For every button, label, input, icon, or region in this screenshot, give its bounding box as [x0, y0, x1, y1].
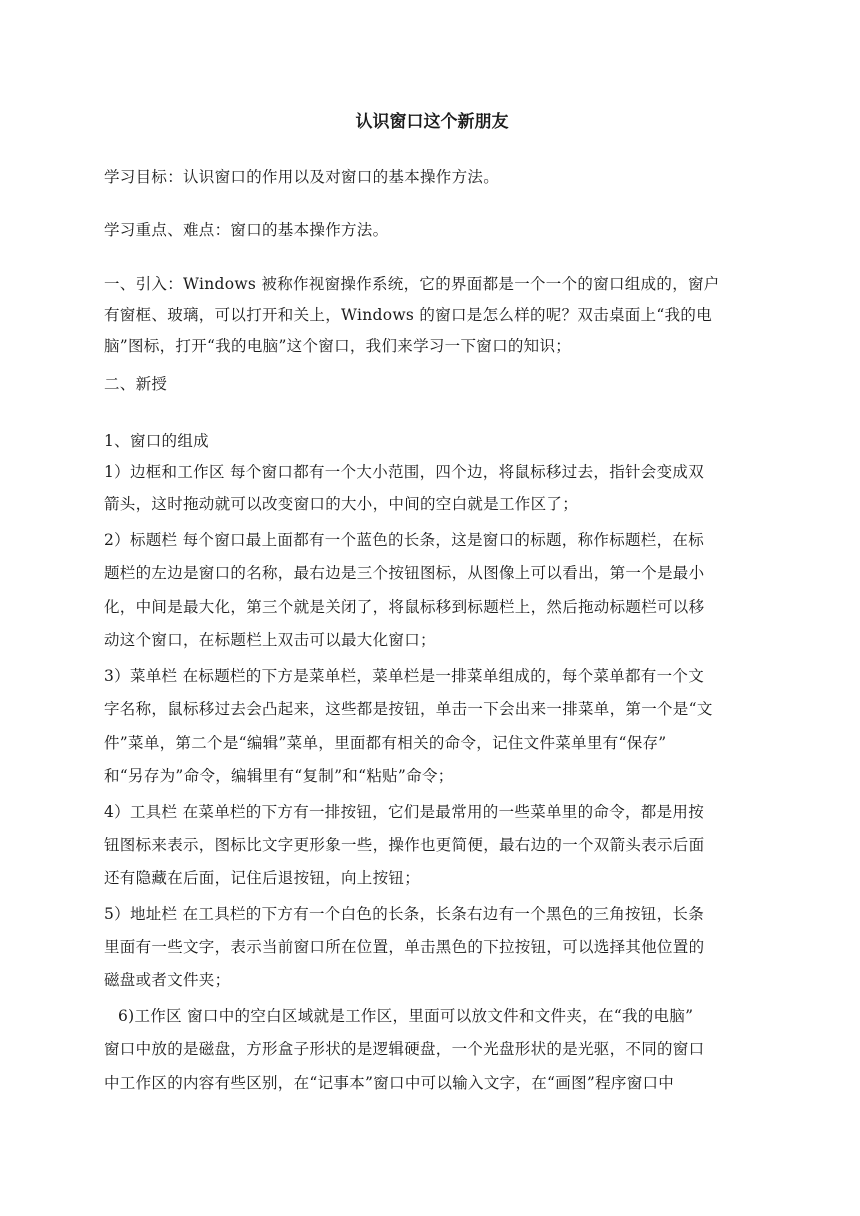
item5-line-3: 磁盘或者文件夹； [104, 971, 231, 989]
item6-line-3: 中工作区的内容有些区别，在“记事本”窗口中可以输入文字，在“画图”程序窗口中 [104, 1074, 675, 1092]
item4-line-3: 还有隐藏在后面，记住后退按钮，向上按钮； [104, 869, 421, 887]
item6-line-1: 6)工作区 窗口中的空白区域就是工作区，里面可以放文件和文件夹，在“我的电脑” [118, 1007, 694, 1025]
intro-line-1: 一、引入：Windows 被称作视窗操作系统，它的界面都是一个一个的窗口组成的，窗户 [104, 275, 720, 293]
item2-line-2: 题栏的左边是窗口的名称，最右边是三个按钮图标，从图像上可以看出，第一个是最小 [104, 564, 705, 582]
document-title: 认识窗口这个新朋友 [355, 112, 509, 132]
item2-line-3: 化，中间是最大化，第三个就是关闭了，将鼠标移到标题栏上，然后拖动标题栏可以移 [104, 598, 705, 616]
item1-line-1: 1）边框和工作区 每个窗口都有一个大小范围，四个边，将鼠标移过去，指针会变成双 [104, 463, 704, 481]
item5-line-2: 里面有一些文字，表示当前窗口所在位置，单击黑色的下拉按钮，可以选择其他位置的 [104, 938, 705, 956]
learning-goal: 学习目标：认识窗口的作用以及对窗口的基本操作方法。 [104, 168, 500, 186]
intro-line-3: 脑”图标，打开“我的电脑”这个窗口，我们来学习一下窗口的知识； [104, 337, 572, 355]
item6-line-2: 窗口中放的是磁盘，方形盒子形状的是逻辑硬盘，一个光盘形状的是光驱，不同的窗口 [104, 1040, 705, 1058]
item2-line-4: 动这个窗口，在标题栏上双击可以最大化窗口； [104, 631, 436, 649]
item1-line-2: 箭头，这时拖动就可以改变窗口的大小，中间的空白就是工作区了； [104, 495, 579, 513]
intro-line-2: 有窗框、玻璃，可以打开和关上，Windows 的窗口是怎么样的呢？双击桌面上“我的电 [104, 306, 713, 324]
item2-line-1: 2）标题栏 每个窗口最上面都有一个蓝色的长条，这是窗口的标题，称作标题栏，在标 [104, 531, 704, 549]
item5-line-1: 5）地址栏 在工具栏的下方有一个白色的长条，长条右边有一个黑色的三角按钮，长条 [104, 905, 704, 923]
item3-line-3: 件”菜单，第二个是“编辑”菜单，里面都有相关的命令，记住文件菜单里有“保存” [104, 734, 667, 752]
learning-focus: 学习重点、难点：窗口的基本操作方法。 [104, 221, 389, 239]
section-2-heading: 二、新授 [104, 375, 168, 393]
item3-line-2: 字名称，鼠标移过去会凸起来，这些都是按钮，单击一下会出来一排菜单，第一个是“文 [104, 700, 713, 718]
item4-line-1: 4）工具栏 在菜单栏的下方有一排按钮，它们是最常用的一些菜单里的命令，都是用按 [104, 803, 704, 821]
item4-line-2: 钮图标来表示，图标比文字更形象一些，操作也更简便，最右边的一个双箭头表示后面 [104, 836, 705, 854]
item3-line-4: 和“另存为”命令，编辑里有“复制”和“粘贴”命令； [104, 767, 454, 785]
item3-line-1: 3）菜单栏 在标题栏的下方是菜单栏，菜单栏是一排菜单组成的，每个菜单都有一个文 [104, 667, 704, 685]
subheading-window-parts: 1、窗口的组成 [104, 432, 209, 450]
